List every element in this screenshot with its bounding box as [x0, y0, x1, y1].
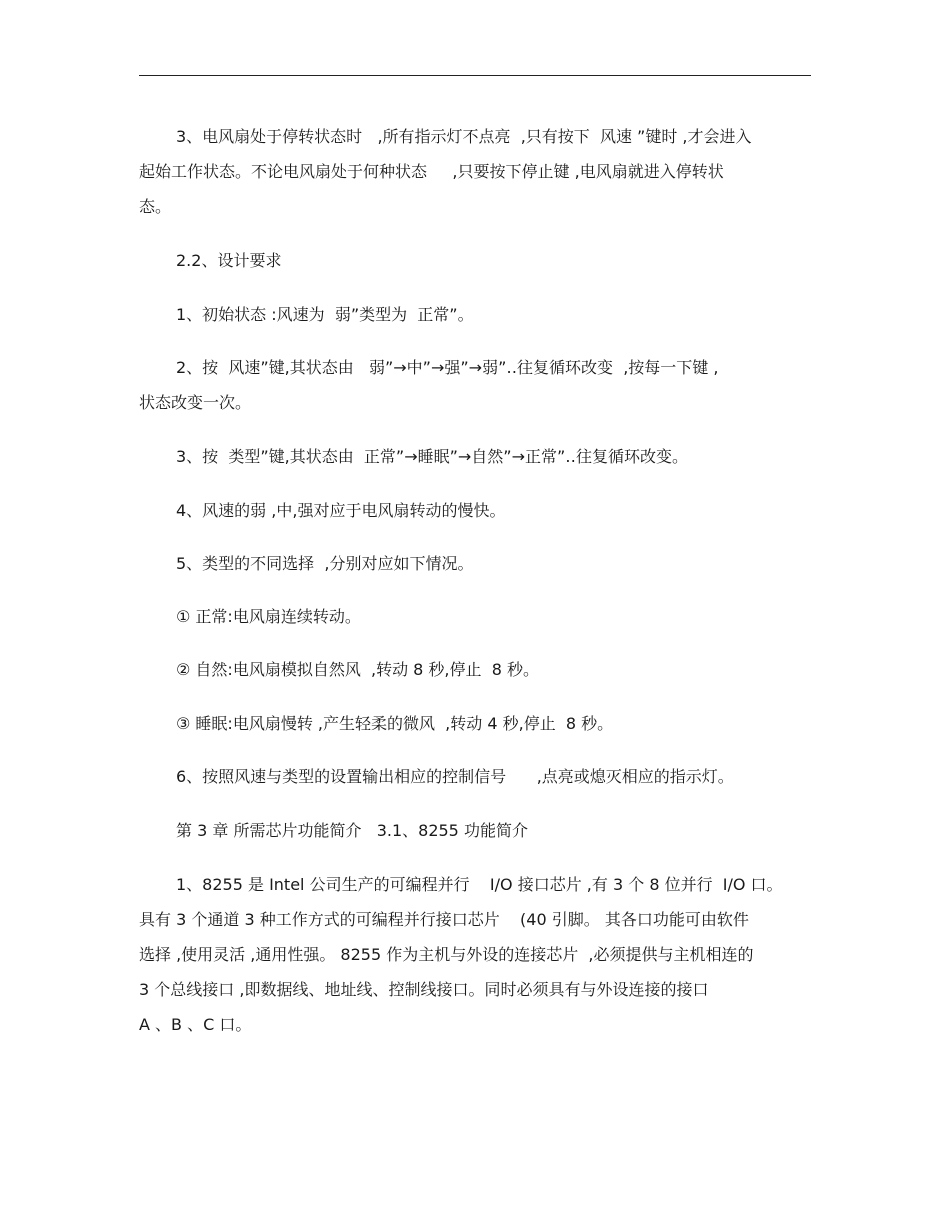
paragraph-requirement-2 [139, 355, 811, 416]
text-line: 2、按 风速”键,其状态由 弱”→中”→强”→弱”‥往复循环改变 ,按每一下键 , [176, 358, 719, 377]
paragraph-requirement-5 [139, 551, 473, 577]
text-line: A 、B 、C 口。 [139, 1015, 252, 1034]
text-line: 3、电风扇处于停转状态时 ,所有指示灯不点亮 ,只有按下 风速 ”键时 ,才会进入 [176, 127, 752, 146]
text-line: 3 个总线接口 ,即数据线、地址线、控制线接口。同时必须具有与外设连接的接口 [139, 980, 709, 999]
paragraph-8255-intro [139, 872, 811, 1038]
paragraph-mode-natural [139, 657, 539, 683]
paragraph-mode-normal [139, 604, 361, 630]
text-line: 3、按 类型”键,其状态由 正常”→睡眠”→自然”→正常”‥往复循环改变。 [176, 447, 688, 466]
paragraph-requirement-3 [139, 444, 688, 470]
paragraph-requirement-6 [139, 764, 734, 790]
text-line: ② 自然:电风扇模拟自然风 ,转动 8 秒,停止 8 秒。 [176, 660, 539, 679]
text-line: 具有 3 个通道 3 种工作方式的可编程并行接口芯片 (40 引脚。 其各口功能可由软件 [139, 910, 749, 929]
text-line: 1、初始状态 :风速为 弱”类型为 正常”。 [176, 305, 474, 324]
text-line: 状态改变一次。 [139, 393, 252, 412]
section-heading-2-2 [139, 248, 281, 274]
text-line: 2.2、设计要求 [176, 251, 282, 270]
text-line: 6、按照风速与类型的设置输出相应的控制信号 ,点亮或熄灭相应的指示灯。 [176, 767, 734, 786]
text-line: 4、风速的弱 ,中,强对应于电风扇转动的慢快。 [176, 501, 506, 520]
text-line: 第 3 章 所需芯片功能简介 3.1、8255 功能简介 [176, 821, 528, 840]
text-line: 起始工作状态。不论电风扇处于何种状态 ,只要按下停止键 ,电风扇就进入停转状 [139, 162, 724, 181]
chapter-heading-3 [139, 818, 528, 844]
text-line: 5、类型的不同选择 ,分别对应如下情况。 [176, 554, 474, 573]
text-line: ③ 睡眠:电风扇慢转 ,产生轻柔的微风 ,转动 4 秒,停止 8 秒。 [176, 714, 614, 733]
paragraph-stop-state [139, 124, 811, 220]
paragraph-requirement-1 [139, 302, 474, 328]
text-line: 选择 ,使用灵活 ,通用性强。 8255 作为主机与外设的连接芯片 ,必须提供与主机相连的 [139, 945, 754, 964]
text-line: 1、8255 是 Intel 公司生产的可编程并行 I/O 接口芯片 ,有 3 个 8 位并行 I/O 口。 [176, 875, 783, 894]
paragraph-requirement-4 [139, 498, 505, 524]
text-line: ① 正常:电风扇连续转动。 [176, 607, 361, 626]
paragraph-mode-sleep [139, 711, 613, 737]
text-line: 态。 [139, 197, 172, 216]
header-rule [139, 75, 811, 76]
